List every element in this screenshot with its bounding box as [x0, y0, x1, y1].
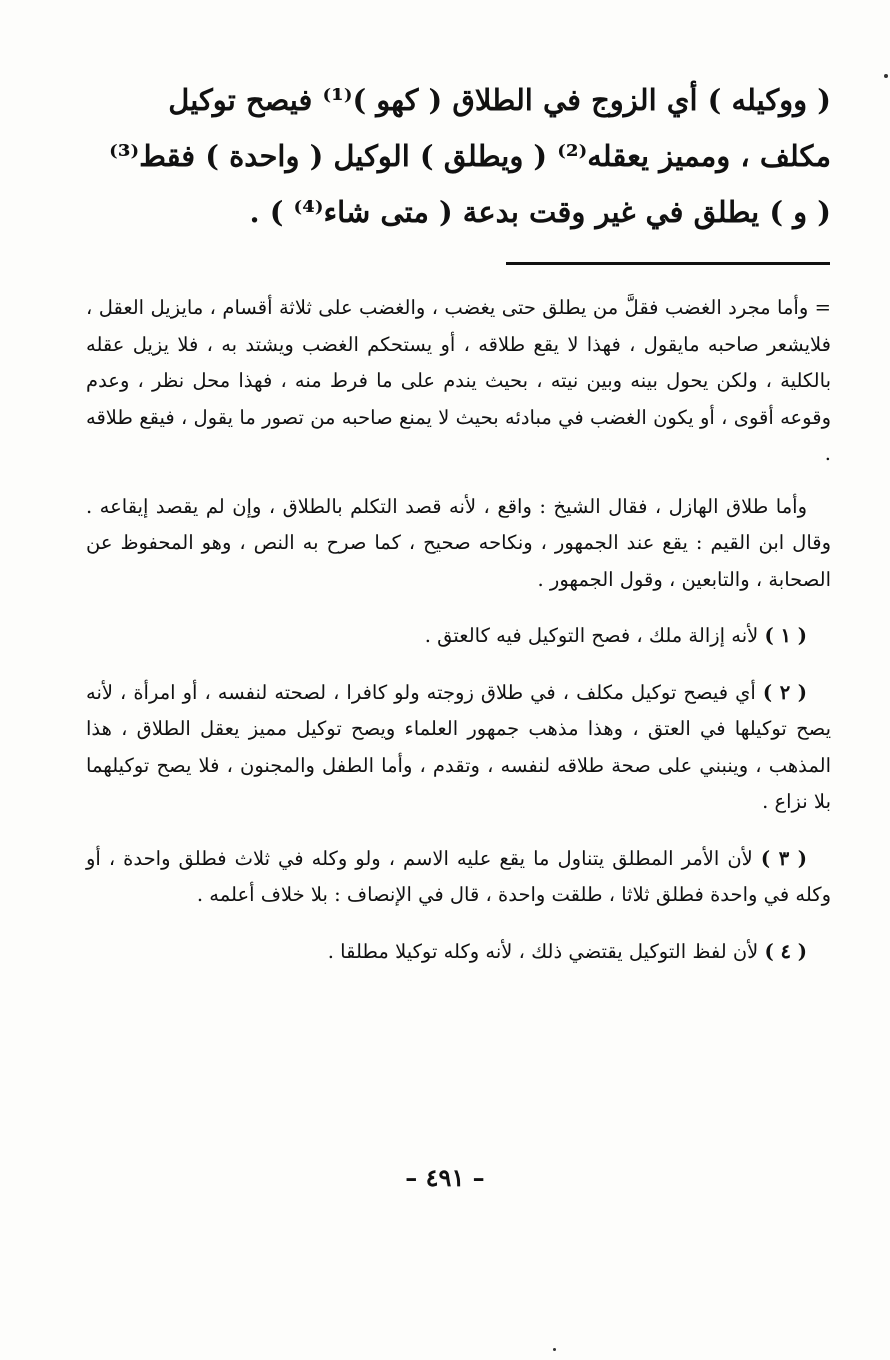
footnotes-section: [86, 290, 831, 990]
footnote-marker: ( ١ ): [764, 624, 807, 647]
page-number: – ٤٩١ –: [405, 1163, 485, 1192]
main-text: [86, 72, 831, 240]
footnote-marker: ( ٤ ): [764, 939, 807, 963]
footnote-3: [86, 841, 831, 914]
footnote-text: لأن لفظ التوكيل يقتضي ذلك ، لأنه وكله توكيلا مطلقا .: [327, 939, 759, 963]
footnote-text: لأنه إزالة ملك ، فصح التوكيل فيه كالعتق .: [424, 624, 759, 647]
footnote-marker: ( ٢ ): [762, 680, 808, 704]
main-text-line: ( و ) يطلق في غير وقت بدعة ( متى شاء⁽⁴⁾ ) .: [249, 195, 831, 229]
continued-note-paragraph: = وأما مجرد الغضب فقلَّ من يطلق حتى يغضب ، والغضب على ثلاثة أقسام ، مايزيل العقل ، فلايشعر صاحبه مايقول ، فهذا لا يقع طلاقه ، أو يستحكم الغضب ويشتد به ، فلا يزيل عقله بالكلية ، ولكن يحول بينه وبين نيته ، بحيث يندم على ما فرط منه ، فهذا محل نظر ، وعدم وقوعه أقوى ، أو يكون الغضب في مبادئه بحيث لا يمنع صاحبه من تصور ما يقول ، فيقع طلاقه .: [86, 296, 831, 465]
scan-speck: [553, 1348, 556, 1351]
main-text-line: مكلف ، ومميز يعقله⁽²⁾ ( ويطلق ) الوكيل ( واحدة ) فقط⁽³⁾: [109, 139, 831, 173]
footnote-separator: [506, 262, 830, 265]
footnote-1: [86, 618, 831, 655]
footnote-text: لأن الأمر المطلق يتناول ما يقع عليه الاسم ، ولو وكله في ثلاث فطلق واحدة ، أو وكله في واحدة فطلق ثلاثا ، طلقت واحدة ، قال في الإنصاف : بلا خلاف أعلمه .: [86, 846, 831, 906]
scan-speck: [884, 74, 888, 78]
footnote-2: [86, 675, 831, 821]
main-text-line: ( ووكيله ) أي الزوج في الطلاق ( كهو )⁽¹⁾ فيصح توكيل: [168, 83, 831, 117]
footnote-4: [86, 934, 831, 971]
footnote-marker: ( ٣ ): [760, 846, 808, 870]
continued-note-paragraph: وأما طلاق الهازل ، فقال الشيخ : واقع ، لأنه قصد التكلم بالطلاق ، وإن لم يقصد إيقاعه . وقال ابن القيم : يقع عند الجمهور ، ونكاحه صحيح ، كما صرح به النص ، وهو المحفوظ عن الصحابة ، والتابعين ، وقول الجمهور .: [86, 494, 831, 591]
footnote-text: أي فيصح توكيل مكلف ، في طلاق زوجته ولو كافرا ، لصحته لنفسه ، أو امرأة ، لأنه يصح توكيلها في العتق ، وهذا مذهب جمهور العلماء ويصح توكيل مميز يعقل الطلاق ، هذا المذهب ، وينبني على صحة طلاقه لنفسه ، وتقدم ، وأما الطفل والمجنون ، فلا يصح توكيلهما بلا نزاع .: [86, 680, 831, 813]
